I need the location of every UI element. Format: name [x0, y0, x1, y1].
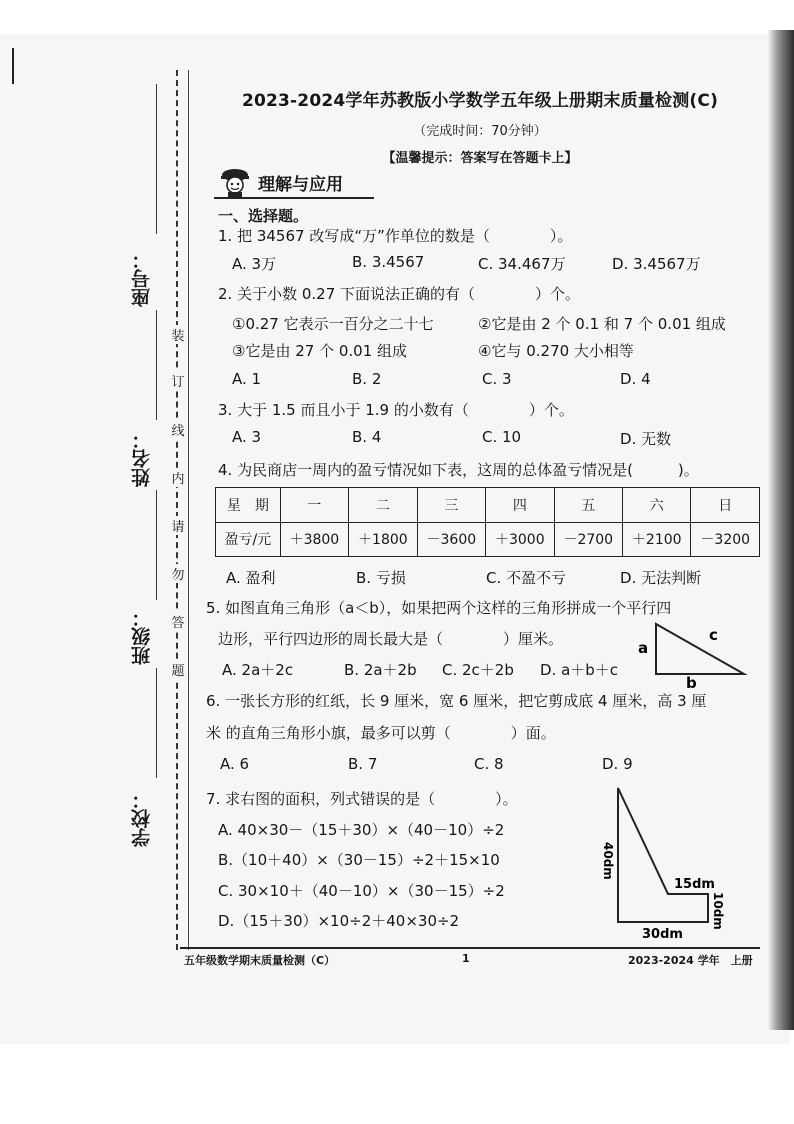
q1-stem: 1. 把 34567 改写成“万”作单位的数是（ ）。: [218, 227, 573, 245]
shape-label-bottom: 30dm: [642, 927, 683, 942]
q7-option-a: A. 40×30－（15＋30）×（40－10）÷2: [218, 821, 505, 839]
shape-label-top: 15dm: [674, 877, 715, 892]
table-cell: ＋2100: [623, 522, 691, 557]
exam-title: 2023-2024学年苏教版小学数学五年级上册期末质量检测(C): [241, 91, 719, 111]
school-label: 学校：: [131, 790, 153, 847]
binding-char: 装: [170, 325, 186, 344]
table-header-cell: 三: [417, 488, 485, 523]
seat-line-gap: [156, 310, 157, 420]
q1-option-d: D. 3.4567万: [612, 255, 701, 273]
q5-stem-line2: 边形，平行四边形的周长最大是（ ）厘米。: [218, 630, 564, 648]
mascot-icon: [218, 167, 252, 197]
table-header-cell: 五: [554, 488, 622, 523]
shape-label-height: 40dm: [601, 842, 615, 880]
q3-option-b: B. 4: [352, 428, 382, 446]
footer-right: 2023-2024 学年 上册: [628, 954, 753, 967]
triangle-label-a: a: [638, 639, 649, 657]
q7-option-d: D.（15＋30）×10÷2＋40×30÷2: [218, 912, 460, 930]
q6-option-a: A. 6: [220, 755, 250, 773]
q2-statement-3: ③它是由 27 个 0.01 组成: [232, 342, 408, 360]
binding-solid-line: [188, 70, 189, 950]
q2-statement-1: ①0.27 它表示一百分之二十七: [232, 315, 434, 333]
q4-option-b: B. 亏损: [356, 569, 406, 587]
binding-dashed-line: [176, 70, 178, 950]
q5-option-c: C. 2c＋2b: [442, 661, 514, 679]
q2-statement-2: ②它是由 2 个 0.1 和 7 个 0.01 组成: [478, 315, 726, 333]
q3-option-c: C. 10: [482, 428, 522, 446]
q6-stem-line1: 6. 一张长方形的红纸，长 9 厘米，宽 6 厘米，把它剪成底 4 厘米，高 3 厘: [206, 692, 707, 710]
table-header-cell: 四: [486, 488, 554, 523]
name-label: 姓名：: [131, 430, 153, 487]
table-row: [216, 522, 760, 557]
footer-page-number: 1: [462, 952, 470, 965]
q4-option-a: A. 盈利: [226, 569, 276, 587]
q4-option-d: D. 无法判断: [620, 569, 702, 587]
q4-option-c: C. 不盈不亏: [486, 569, 567, 587]
q2-option-a: A. 1: [232, 370, 262, 388]
q2-option-d: D. 4: [620, 370, 651, 388]
binding-char: 勿: [170, 564, 186, 583]
q1-option-c: C. 34.467万: [478, 255, 566, 273]
q6-option-c: C. 8: [474, 755, 504, 773]
footer-left: 五年级数学期末质量检测（C）: [184, 954, 336, 967]
part-title: 一、选择题。: [218, 207, 309, 225]
scan-mark: [12, 48, 14, 84]
binding-char: 题: [170, 660, 186, 679]
q3-option-a: A. 3: [232, 428, 262, 446]
section-header: [214, 167, 374, 197]
q7-shape-figure: [596, 782, 756, 942]
table-cell: 盈亏/元: [216, 522, 281, 557]
q2-option-b: B. 2: [352, 370, 382, 388]
class-line: [156, 668, 157, 778]
binding-char: 订: [170, 371, 186, 390]
class-label: 班级：: [131, 608, 153, 665]
q1-option-b: B. 3.4567: [352, 253, 425, 271]
binding-char: 答: [170, 612, 186, 631]
binding-char: 内: [170, 468, 186, 487]
q5-stem-line1: 5. 如图直角三角形（a＜b），如果把两个这样的三角形拼成一个平行四: [206, 599, 672, 617]
table-cell: －3600: [417, 522, 485, 557]
table-header-cell: 一: [280, 488, 348, 523]
section-title: 理解与应用: [258, 175, 343, 195]
table-cell: ＋3000: [486, 522, 554, 557]
tip-note: 【温馨提示：答案写在答题卡上】: [382, 151, 578, 166]
table-row: [216, 488, 760, 523]
profit-loss-table: [215, 487, 760, 557]
seat-number-label: 座号：: [131, 250, 153, 307]
q3-stem: 3. 大于 1.5 而且小于 1.9 的小数有（ ）个。: [218, 401, 574, 419]
q7-option-b: B.（10＋40）×（30－15）÷2＋15×10: [218, 851, 500, 869]
scan-shadow-edge: [768, 30, 794, 1030]
q1-option-a: A. 3万: [232, 255, 277, 273]
table-header-cell: 星 期: [216, 488, 281, 523]
q6-stem-line2: 米 的直角三角形小旗，最多可以剪（ ）面。: [206, 724, 556, 742]
table-cell: －3200: [691, 522, 760, 557]
triangle-label-c: c: [709, 626, 718, 644]
table-cell: －2700: [554, 522, 622, 557]
q5-option-d: D. a＋b＋c: [540, 661, 619, 679]
q2-statement-4: ④它与 0.270 大小相等: [478, 342, 634, 360]
q5-option-a: A. 2a＋2c: [222, 661, 294, 679]
q6-option-d: D. 9: [602, 755, 633, 773]
exam-header: [200, 86, 760, 166]
q6-option-b: B. 7: [348, 755, 378, 773]
table-header-cell: 六: [623, 488, 691, 523]
name-line: [156, 490, 157, 600]
table-header-cell: 日: [691, 488, 760, 523]
footer-rule: [180, 947, 760, 949]
q7-option-c: C. 30×10＋（40－10）×（30－15）÷2: [218, 882, 505, 900]
q5-option-b: B. 2a＋2b: [344, 661, 417, 679]
section-underline: [214, 197, 374, 199]
triangle-label-b: b: [686, 674, 697, 690]
seat-number-line: [156, 84, 157, 234]
q3-option-d: D. 无数: [620, 430, 672, 448]
table-cell: ＋3800: [280, 522, 348, 557]
shape-label-side: 10dm: [711, 892, 725, 930]
q2-stem: 2. 关于小数 0.27 下面说法正确的有（ ）个。: [218, 285, 581, 303]
q4-stem: 4. 为民商店一周内的盈亏情况如下表，这周的总体盈亏情况是( )。: [218, 461, 699, 479]
q7-stem: 7. 求右图的面积，列式错误的是（ ）。: [206, 790, 518, 808]
table-header-cell: 二: [349, 488, 417, 523]
table-cell: ＋1800: [349, 522, 417, 557]
binding-char: 请: [170, 516, 186, 535]
q2-option-c: C. 3: [482, 370, 512, 388]
binding-char: 线: [170, 420, 186, 439]
q5-triangle-figure: [630, 618, 755, 690]
time-note: （完成时间：70分钟）: [413, 124, 547, 139]
